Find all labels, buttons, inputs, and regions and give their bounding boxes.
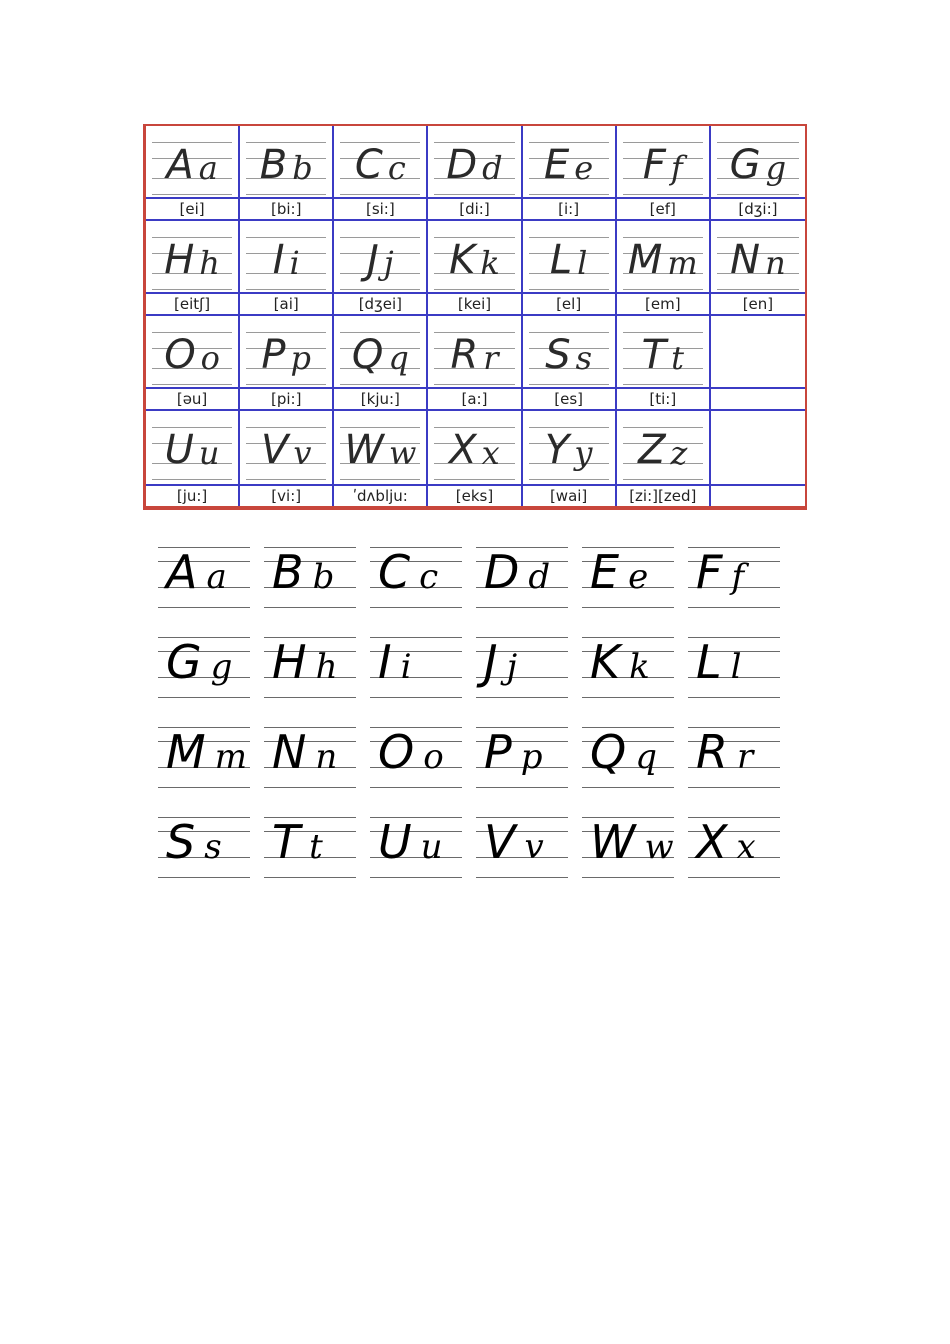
uppercase-letter: Y bbox=[544, 427, 569, 473]
letter-pair bbox=[264, 629, 356, 695]
letter-pair bbox=[582, 719, 674, 785]
writing-guide-line bbox=[264, 877, 356, 878]
practice-cell-v bbox=[476, 805, 568, 895]
uppercase-letter: A bbox=[166, 142, 193, 188]
writing-guide-line bbox=[370, 697, 462, 698]
letter-pair bbox=[146, 229, 238, 291]
letter-pair bbox=[523, 229, 615, 291]
practice-cell-p bbox=[476, 715, 568, 805]
uppercase-letter: P bbox=[484, 725, 511, 779]
letter-pair bbox=[711, 229, 805, 291]
lowercase-letter: c bbox=[419, 557, 439, 597]
lowercase-letter: h bbox=[199, 244, 220, 282]
practice-cell-f bbox=[688, 535, 780, 625]
uppercase-letter: U bbox=[164, 427, 193, 473]
lowercase-letter: p bbox=[290, 339, 312, 377]
letter-pair bbox=[688, 809, 780, 875]
letter-pair bbox=[617, 324, 709, 386]
phonetic-label: [bi:] bbox=[240, 197, 332, 219]
phonetic-label: [ei] bbox=[146, 197, 238, 219]
lowercase-letter: m bbox=[214, 737, 247, 777]
alphabet-phonetic-table bbox=[143, 124, 807, 510]
uppercase-letter: P bbox=[261, 332, 285, 378]
letter-pair bbox=[146, 324, 238, 386]
lowercase-letter: c bbox=[387, 149, 406, 187]
letter-pair bbox=[476, 539, 568, 605]
lowercase-letter: e bbox=[628, 557, 649, 597]
phonetic-label: [ai] bbox=[240, 292, 332, 314]
practice-cell-k bbox=[582, 625, 674, 715]
lowercase-letter: b bbox=[292, 149, 313, 187]
lowercase-letter: a bbox=[206, 557, 227, 597]
phonetic-label: [pi:] bbox=[240, 387, 332, 409]
uppercase-letter: C bbox=[378, 545, 410, 599]
uppercase-letter: J bbox=[484, 635, 497, 689]
phonetic-label: [dʒi:] bbox=[711, 197, 805, 219]
phonetic-label: [əu] bbox=[146, 387, 238, 409]
phonetic-label: [en] bbox=[711, 292, 805, 314]
lowercase-letter: i bbox=[289, 244, 300, 282]
uppercase-letter: J bbox=[366, 237, 378, 283]
writing-guide-line bbox=[476, 697, 568, 698]
letter-pair bbox=[688, 719, 780, 785]
lowercase-letter: g bbox=[765, 149, 787, 187]
uppercase-letter: X bbox=[696, 815, 727, 869]
lowercase-letter: u bbox=[420, 827, 443, 867]
practice-cell-g bbox=[158, 625, 250, 715]
uppercase-letter: E bbox=[544, 142, 569, 188]
letter-pair bbox=[428, 324, 520, 386]
lowercase-letter: i bbox=[400, 647, 412, 687]
letter-pair bbox=[476, 809, 568, 875]
uppercase-letter: G bbox=[166, 635, 201, 689]
practice-cell-w bbox=[582, 805, 674, 895]
practice-cell-a bbox=[158, 535, 250, 625]
letter-cell-r bbox=[428, 316, 522, 411]
phonetic-label: [a:] bbox=[428, 387, 520, 409]
letter-pair bbox=[158, 809, 250, 875]
letter-pair bbox=[617, 419, 709, 481]
phonetic-label: [el] bbox=[523, 292, 615, 314]
uppercase-letter: B bbox=[259, 142, 287, 188]
empty-cell bbox=[711, 316, 805, 411]
uppercase-letter: A bbox=[166, 545, 197, 599]
letter-pair bbox=[158, 539, 250, 605]
letter-cell-q bbox=[334, 316, 428, 411]
writing-guide-line bbox=[158, 607, 250, 608]
letter-pair bbox=[688, 629, 780, 695]
letter-cell-f bbox=[617, 126, 711, 221]
phonetic-label bbox=[711, 484, 805, 506]
uppercase-letter: R bbox=[696, 725, 727, 779]
lowercase-letter: v bbox=[293, 434, 312, 472]
writing-guide-line bbox=[582, 697, 674, 698]
lowercase-letter: e bbox=[574, 149, 594, 187]
lowercase-letter: o bbox=[423, 737, 444, 777]
practice-cell-r bbox=[688, 715, 780, 805]
uppercase-letter: N bbox=[272, 725, 306, 779]
letter-pair bbox=[582, 629, 674, 695]
practice-cell-u bbox=[370, 805, 462, 895]
letter-cell-x bbox=[428, 411, 522, 506]
uppercase-letter: V bbox=[260, 427, 288, 473]
lowercase-letter: r bbox=[736, 737, 754, 777]
uppercase-letter: H bbox=[164, 237, 194, 283]
lowercase-letter: l bbox=[730, 647, 742, 687]
writing-guide-line bbox=[158, 877, 250, 878]
phonetic-label bbox=[711, 387, 805, 409]
lowercase-letter: f bbox=[731, 557, 745, 597]
uppercase-letter: I bbox=[272, 237, 284, 283]
lowercase-letter: r bbox=[483, 339, 499, 377]
practice-cell-n bbox=[264, 715, 356, 805]
letter-cell-s bbox=[523, 316, 617, 411]
phonetic-label: [em] bbox=[617, 292, 709, 314]
letter-cell-e bbox=[523, 126, 617, 221]
writing-guide-line bbox=[476, 607, 568, 608]
phonetic-label: [eitʃ] bbox=[146, 292, 238, 314]
letter-pair bbox=[523, 324, 615, 386]
writing-guide-line bbox=[264, 787, 356, 788]
lowercase-letter: o bbox=[200, 339, 220, 377]
uppercase-letter: I bbox=[378, 635, 391, 689]
letter-pair bbox=[688, 539, 780, 605]
uppercase-letter: Z bbox=[638, 427, 665, 473]
lowercase-letter: d bbox=[482, 149, 503, 187]
practice-cell-t bbox=[264, 805, 356, 895]
practice-cell-b bbox=[264, 535, 356, 625]
letter-pair bbox=[240, 419, 332, 481]
lowercase-letter: t bbox=[309, 827, 323, 867]
letter-pair bbox=[428, 419, 520, 481]
letter-pair bbox=[264, 809, 356, 875]
letter-cell-n bbox=[711, 221, 805, 316]
practice-cell-d bbox=[476, 535, 568, 625]
letter-cell-l bbox=[523, 221, 617, 316]
letter-pair bbox=[370, 539, 462, 605]
letter-cell-t bbox=[617, 316, 711, 411]
writing-guide-line bbox=[476, 787, 568, 788]
empty-cell bbox=[711, 411, 805, 506]
letter-cell-h bbox=[146, 221, 240, 316]
letter-cell-p bbox=[240, 316, 334, 411]
letter-pair bbox=[146, 419, 238, 481]
lowercase-letter: q bbox=[635, 737, 657, 777]
uppercase-letter: D bbox=[484, 545, 519, 599]
lowercase-letter: f bbox=[670, 149, 683, 187]
phonetic-label: [i:] bbox=[523, 197, 615, 219]
phonetic-label: ʹdʌblju: bbox=[334, 484, 426, 506]
practice-cell-s bbox=[158, 805, 250, 895]
phonetic-label: [eks] bbox=[428, 484, 520, 506]
uppercase-letter: W bbox=[344, 427, 383, 473]
lowercase-letter: s bbox=[575, 339, 593, 377]
uppercase-letter: V bbox=[484, 815, 515, 869]
uppercase-letter: S bbox=[166, 815, 195, 869]
letter-pair bbox=[476, 719, 568, 785]
lowercase-letter: q bbox=[388, 339, 409, 377]
letter-pair bbox=[334, 229, 426, 291]
writing-guide-line bbox=[476, 877, 568, 878]
writing-guide-line bbox=[158, 787, 250, 788]
phonetic-label: [si:] bbox=[334, 197, 426, 219]
letter-pair bbox=[240, 324, 332, 386]
uppercase-letter: B bbox=[272, 545, 303, 599]
practice-cell-h bbox=[264, 625, 356, 715]
letter-cell-k bbox=[428, 221, 522, 316]
phonetic-label: [ti:] bbox=[617, 387, 709, 409]
letter-cell-j bbox=[334, 221, 428, 316]
writing-guide-line bbox=[688, 787, 780, 788]
uppercase-letter: U bbox=[378, 815, 411, 869]
letter-pair bbox=[582, 809, 674, 875]
practice-cell-x bbox=[688, 805, 780, 895]
letter-pair bbox=[334, 324, 426, 386]
uppercase-letter: K bbox=[590, 635, 620, 689]
handwriting-practice-sheet bbox=[158, 535, 780, 895]
letter-pair bbox=[264, 539, 356, 605]
letter-pair bbox=[370, 629, 462, 695]
writing-guide-line bbox=[264, 607, 356, 608]
uppercase-letter: Q bbox=[590, 725, 626, 779]
lowercase-letter: l bbox=[577, 244, 588, 282]
lowercase-letter: n bbox=[315, 737, 338, 777]
letter-cell-i bbox=[240, 221, 334, 316]
uppercase-letter: M bbox=[627, 237, 662, 283]
uppercase-letter: L bbox=[549, 237, 572, 283]
letter-pair bbox=[370, 809, 462, 875]
letter-pair bbox=[240, 134, 332, 196]
uppercase-letter: O bbox=[378, 725, 414, 779]
writing-guide-line bbox=[370, 787, 462, 788]
letter-cell-m bbox=[617, 221, 711, 316]
writing-guide-line bbox=[582, 607, 674, 608]
uppercase-letter: O bbox=[164, 332, 195, 378]
letter-pair bbox=[370, 719, 462, 785]
letter-pair bbox=[334, 134, 426, 196]
phonetic-label: [zi:][zed] bbox=[617, 484, 709, 506]
uppercase-letter: Q bbox=[351, 332, 383, 378]
letter-pair bbox=[428, 134, 520, 196]
writing-guide-line bbox=[688, 607, 780, 608]
uppercase-letter: X bbox=[449, 427, 476, 473]
lowercase-letter: x bbox=[481, 434, 500, 472]
letter-cell-d bbox=[428, 126, 522, 221]
lowercase-letter: u bbox=[198, 434, 220, 472]
uppercase-letter: F bbox=[696, 545, 722, 599]
lowercase-letter: k bbox=[629, 647, 650, 687]
letter-cell-c bbox=[334, 126, 428, 221]
writing-guide-line bbox=[264, 697, 356, 698]
uppercase-letter: T bbox=[272, 815, 300, 869]
uppercase-letter: E bbox=[590, 545, 619, 599]
lowercase-letter: h bbox=[315, 647, 338, 687]
lowercase-letter: d bbox=[528, 557, 551, 597]
letter-pair bbox=[476, 629, 568, 695]
practice-cell-e bbox=[582, 535, 674, 625]
letter-cell-z bbox=[617, 411, 711, 506]
letter-cell-u bbox=[146, 411, 240, 506]
practice-cell-l bbox=[688, 625, 780, 715]
letter-pair bbox=[240, 229, 332, 291]
lowercase-letter: m bbox=[667, 244, 698, 282]
practice-cell-j bbox=[476, 625, 568, 715]
phonetic-label: [kju:] bbox=[334, 387, 426, 409]
letter-cell-b bbox=[240, 126, 334, 221]
lowercase-letter: s bbox=[204, 827, 222, 867]
uppercase-letter: M bbox=[166, 725, 205, 779]
lowercase-letter: j bbox=[506, 647, 518, 687]
lowercase-letter: k bbox=[480, 244, 500, 282]
writing-guide-line bbox=[582, 877, 674, 878]
letter-cell-w bbox=[334, 411, 428, 506]
letter-pair bbox=[523, 134, 615, 196]
letter-pair bbox=[617, 134, 709, 196]
practice-cell-m bbox=[158, 715, 250, 805]
phonetic-label: [vi:] bbox=[240, 484, 332, 506]
writing-guide-line bbox=[370, 607, 462, 608]
phonetic-label: [wai] bbox=[523, 484, 615, 506]
letter-pair bbox=[428, 229, 520, 291]
writing-guide-line bbox=[370, 877, 462, 878]
letter-cell-v bbox=[240, 411, 334, 506]
letter-cell-a bbox=[146, 126, 240, 221]
lowercase-letter: z bbox=[670, 434, 688, 472]
letter-pair bbox=[617, 229, 709, 291]
practice-cell-i bbox=[370, 625, 462, 715]
letter-cell-y bbox=[523, 411, 617, 506]
lowercase-letter: t bbox=[671, 339, 684, 377]
practice-cell-c bbox=[370, 535, 462, 625]
uppercase-letter: D bbox=[446, 142, 477, 188]
letter-pair bbox=[582, 539, 674, 605]
uppercase-letter: C bbox=[354, 142, 382, 188]
letter-pair bbox=[158, 629, 250, 695]
phonetic-label: [dʒei] bbox=[334, 292, 426, 314]
lowercase-letter: n bbox=[765, 244, 786, 282]
lowercase-letter: p bbox=[520, 737, 543, 777]
lowercase-letter: y bbox=[574, 434, 593, 472]
uppercase-letter: S bbox=[545, 332, 570, 378]
phonetic-label: [kei] bbox=[428, 292, 520, 314]
phonetic-label: [ef] bbox=[617, 197, 709, 219]
writing-guide-line bbox=[158, 697, 250, 698]
uppercase-letter: W bbox=[590, 815, 635, 869]
writing-guide-line bbox=[582, 787, 674, 788]
lowercase-letter: w bbox=[644, 827, 674, 867]
phonetic-label: [es] bbox=[523, 387, 615, 409]
lowercase-letter: v bbox=[524, 827, 544, 867]
uppercase-letter: N bbox=[730, 237, 760, 283]
letter-pair bbox=[264, 719, 356, 785]
letter-pair bbox=[334, 419, 426, 481]
lowercase-letter: b bbox=[312, 557, 335, 597]
lowercase-letter: a bbox=[198, 149, 218, 187]
lowercase-letter: w bbox=[388, 434, 417, 472]
uppercase-letter: L bbox=[696, 635, 721, 689]
uppercase-letter: K bbox=[449, 237, 475, 283]
lowercase-letter: x bbox=[736, 827, 756, 867]
writing-guide-line bbox=[688, 697, 780, 698]
letter-cell-g bbox=[711, 126, 805, 221]
writing-guide-line bbox=[688, 877, 780, 878]
uppercase-letter: H bbox=[272, 635, 306, 689]
letter-pair bbox=[158, 719, 250, 785]
uppercase-letter: G bbox=[729, 142, 760, 188]
uppercase-letter: F bbox=[642, 142, 665, 188]
lowercase-letter: j bbox=[383, 244, 394, 282]
letter-cell-o bbox=[146, 316, 240, 411]
phonetic-label: [ju:] bbox=[146, 484, 238, 506]
uppercase-letter: T bbox=[641, 332, 666, 378]
letter-pair bbox=[146, 134, 238, 196]
uppercase-letter: R bbox=[450, 332, 478, 378]
letter-pair bbox=[711, 134, 805, 196]
letter-pair bbox=[523, 419, 615, 481]
phonetic-label: [di:] bbox=[428, 197, 520, 219]
practice-cell-q bbox=[582, 715, 674, 805]
practice-cell-o bbox=[370, 715, 462, 805]
lowercase-letter: g bbox=[210, 647, 233, 687]
